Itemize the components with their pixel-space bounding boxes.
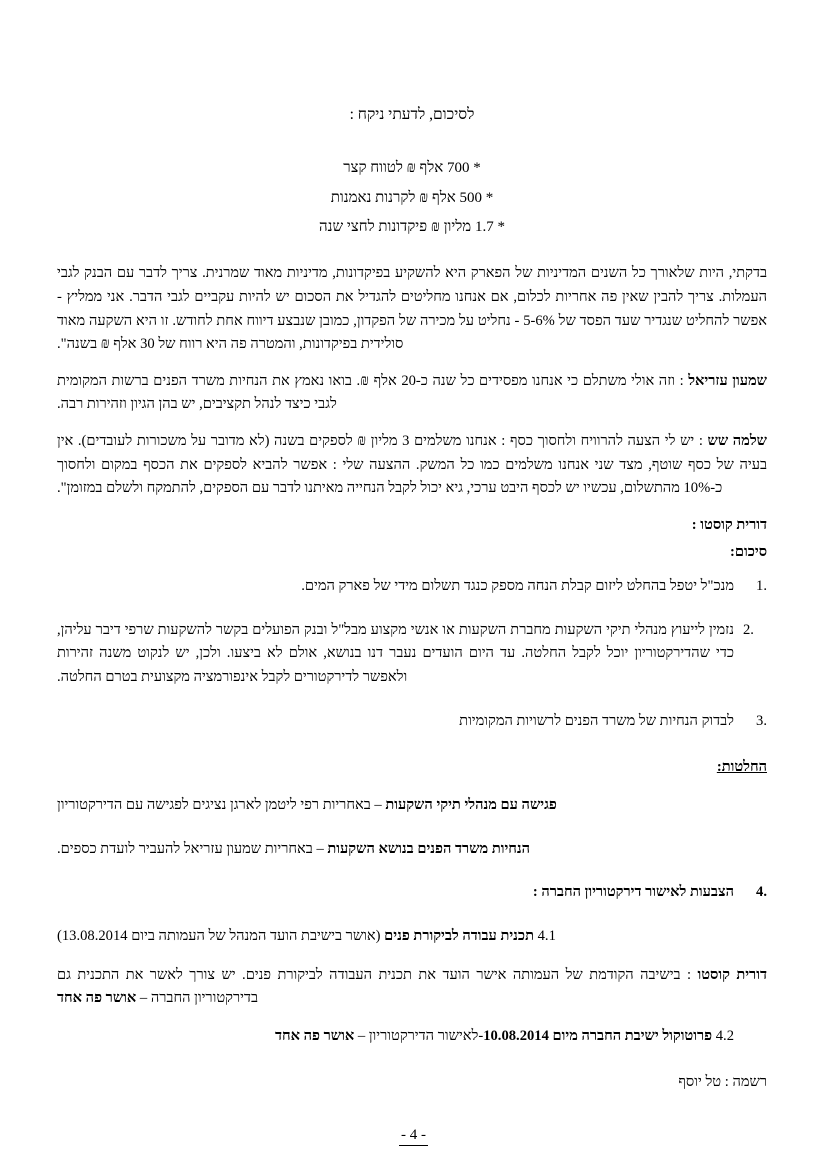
bullet-item-1: * 700 אלף ₪ לטווח קצר (343, 160, 481, 177)
note-dorit-kosto (57, 964, 767, 1011)
summary-heading: סיכום: (730, 543, 767, 560)
note-speaker-name: דורית קוסטו (697, 966, 767, 983)
vote-subitem-rest-4-2: -לאישור הדירקטוריון – (354, 1027, 484, 1044)
list-item: לבדוק הנחיות של משרד הפנים לרשויות המקומיות (459, 712, 734, 729)
signature-line: רשמה : טל יוסף (678, 1073, 767, 1090)
vote-subitem-result-4-2: אושר פה אחד (274, 1027, 355, 1044)
decision-rest-1: – באחריות רפי ליטמן לארגן נציגים לפגישה עם הדירקטוריון (57, 797, 386, 814)
note-text: : בישיבה הקודמת של העמותה אישר הועד את תכנית העבודה לביקורת פנים. יש צורך לאשר את התכנית גם בדירקטוריון החברה – (57, 966, 698, 1007)
document-body (57, 104, 767, 1091)
vote-subitem-number-4-2: 4.2 (715, 1027, 734, 1044)
speaker-name-shimon-azriel: שמעון עזריאל (688, 372, 767, 389)
list-item: מנכ"ל יטפל בהחלט ליזום קבלת הנחה מספק כנגד תשלום מידי של פארק המים. (301, 577, 734, 594)
bullet-item-2: * 500 אלף ₪ לקרנות נאמנות (330, 189, 494, 206)
summary-numbered-list (57, 575, 767, 733)
amount-bullet-list (57, 154, 767, 242)
decision-rest-2: – באחריות שמעון עזריאל להעביר לועדת כספים. (57, 840, 328, 857)
list-item: נזמין לייעוץ מנהלי תיקי השקעות מחברת השקעות או אנשי מקצוע מבל"ל ובנק הפועלים בקשר להשקעות שרפי דיבר עליהן, כדי שהדירקטוריון יוכל לקבל החלטה. עד היום הועדים נעבר דנו בנושא, אולם לא ביצעו. ולכן, יש לנקוט משנה זהירות ולאפשר לדירקטורים לקבל אינפורמציה מקצועית בטרם החלטה. (57, 621, 734, 685)
speaker-heading-dorit-kosto: דורית קוסטו : (691, 516, 767, 533)
decision-item-meeting (57, 794, 767, 817)
note-result: אושר פה אחד (57, 990, 137, 1007)
decisions-heading: החלטות: (716, 759, 767, 776)
paragraph-investment-policy (57, 262, 767, 357)
vote-subitem-4-1 (57, 925, 767, 948)
paragraph-shlomo-shesh (57, 430, 767, 501)
paragraph-shimon-azriel (57, 370, 767, 417)
vote-subitem-bold-4-1: תכנית עבודה לביקורת פנים (384, 927, 534, 944)
speaker-name-shlomo-shesh: שלמה שש (707, 433, 767, 450)
vote-subitem-number-4-1: 4.1 (537, 927, 556, 944)
paragraph-text-3: : יש לי הצעה להרוויח ולחסוך כסף : אנחנו משלמים 3 מליון ₪ לספקים בשנה (לא מדובר על משכורות לעובדים). אין בעיה של כסף שוטף, מצד שני אנחנו משלמים כמו כל המשק. ההצעה שלי : אפשר להביא לספקים את הכסף במקום ולחסוך כ-10% מהתשלום, עכשיו יש לכסף היבט ערכי, גיא יכול לקבל הנחייה מאיתנו לדבר עם הספקים, להתמקח ולשלם במזומן". (57, 433, 767, 497)
bullet-item-3: * 1.7 מליון ₪ פיקדונות לחצי שנה (319, 218, 505, 235)
intro-line: לסיכום, לדעתי ניקח : (349, 106, 475, 123)
paragraph-text-1: בדקתי, היות שלאורך כל השנים המדיניות של הפארק היא להשקיע בפיקדונות, מדיניות מאוד שמרנית. צריך לדבר עם הבנק לגבי העמלות. צריך להבין שאין פה אחריות לכלום, אם אנחנו מחליטים להגדיל את הסכום יש להיות עקביים לגבי הדבר. אני ממליץ - אפשר להחליט שנגדיר שעד הפסד של 5-6% - נחליט על מכירה של הפקדון, כמובן שנבצע דיווח אחת לחודש. זו היא השקעה מאוד סולידית בפיקדונות, והמטרה פה היא רווח של 30 אלף ₪ בשנה". (57, 265, 767, 353)
paragraph-text-2: : וזה אולי משתלם כי אנחנו מפסידים כל שנה כ-20 אלף ₪. בואו נאמץ את הנחיות משרד הפנים ברשות המקומית לגבי כיצד לנהל תקציבים, יש בהן הגיון וזהירות רבה. (57, 372, 689, 413)
vote-subitem-rest-4-1: (אושר בישיבת הועד המנהל של העמותה ביום 13.08.2014) (57, 927, 385, 944)
vote-subitem-bold-4-2: פרוטוקול ישיבת החברה מיום 10.08.2014 (483, 1027, 713, 1044)
page-footer (0, 1126, 827, 1146)
decision-bold-label-2: הנחיות משרד הפנים בנושא השקעות (327, 840, 531, 857)
decision-bold-label-1: פגישה עם מנהלי תיקי השקעות (385, 797, 557, 814)
vote-subitem-4-2 (57, 1025, 767, 1048)
decision-item-guidelines (57, 838, 767, 861)
vote-section-list (57, 881, 767, 905)
page-number: - 4 - (399, 1127, 428, 1146)
list-item: הצבעות לאישור דירקטוריון החברה : (532, 883, 734, 900)
